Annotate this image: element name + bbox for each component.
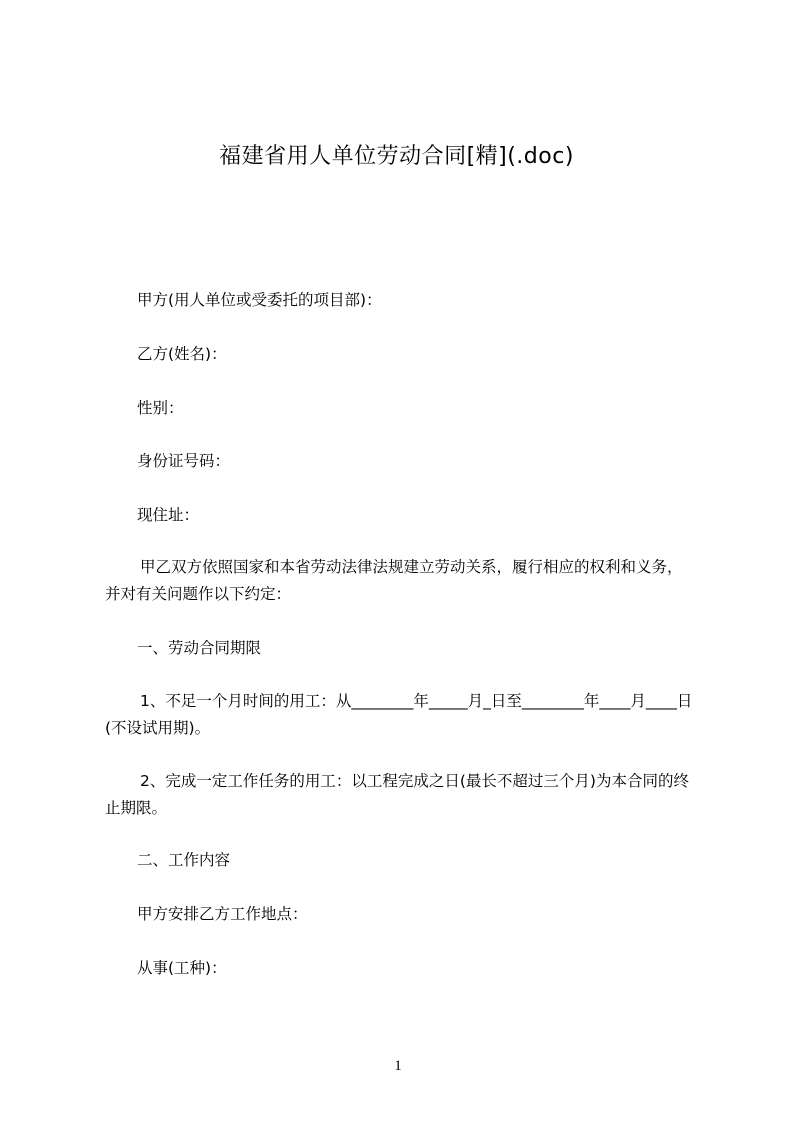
id-number-label: 身份证号码： xyxy=(137,452,231,470)
preamble-line-2: 并对有关问题作以下约定： xyxy=(105,585,292,603)
section-1-heading: 一、劳动合同期限 xyxy=(137,639,262,657)
section-2-heading: 二、工作内容 xyxy=(137,851,231,869)
gender-label: 性别： xyxy=(137,399,184,417)
work-type-label: 从事(工种)： xyxy=(137,959,227,977)
clause-1-line-2: (不设试用期)。 xyxy=(105,719,211,737)
party-a-label: 甲方(用人单位或受委托的项目部)： xyxy=(137,291,382,309)
work-location-label: 甲方安排乙方工作地点： xyxy=(137,905,308,923)
clause-2-line-1: 2、完成一定工作任务的用工：以工程完成之日(最长不超过三个月)为本合同的终 xyxy=(140,772,689,790)
clause-1-line-1: 1、不足一个月时间的用工：从________年_____月_日至________年____月____日 xyxy=(140,692,693,710)
party-b-label: 乙方(姓名)： xyxy=(137,345,227,363)
preamble-line-1: 甲乙双方依照国家和本省劳动法律法规建立劳动关系，履行相应的权利和义务， xyxy=(140,558,683,576)
document-title: 福建省用人单位劳动合同[精](.doc) xyxy=(219,144,574,169)
clause-2-line-2: 止期限。 xyxy=(105,799,168,817)
address-label: 现住址： xyxy=(137,506,200,524)
page-number: 1 xyxy=(394,1058,402,1074)
